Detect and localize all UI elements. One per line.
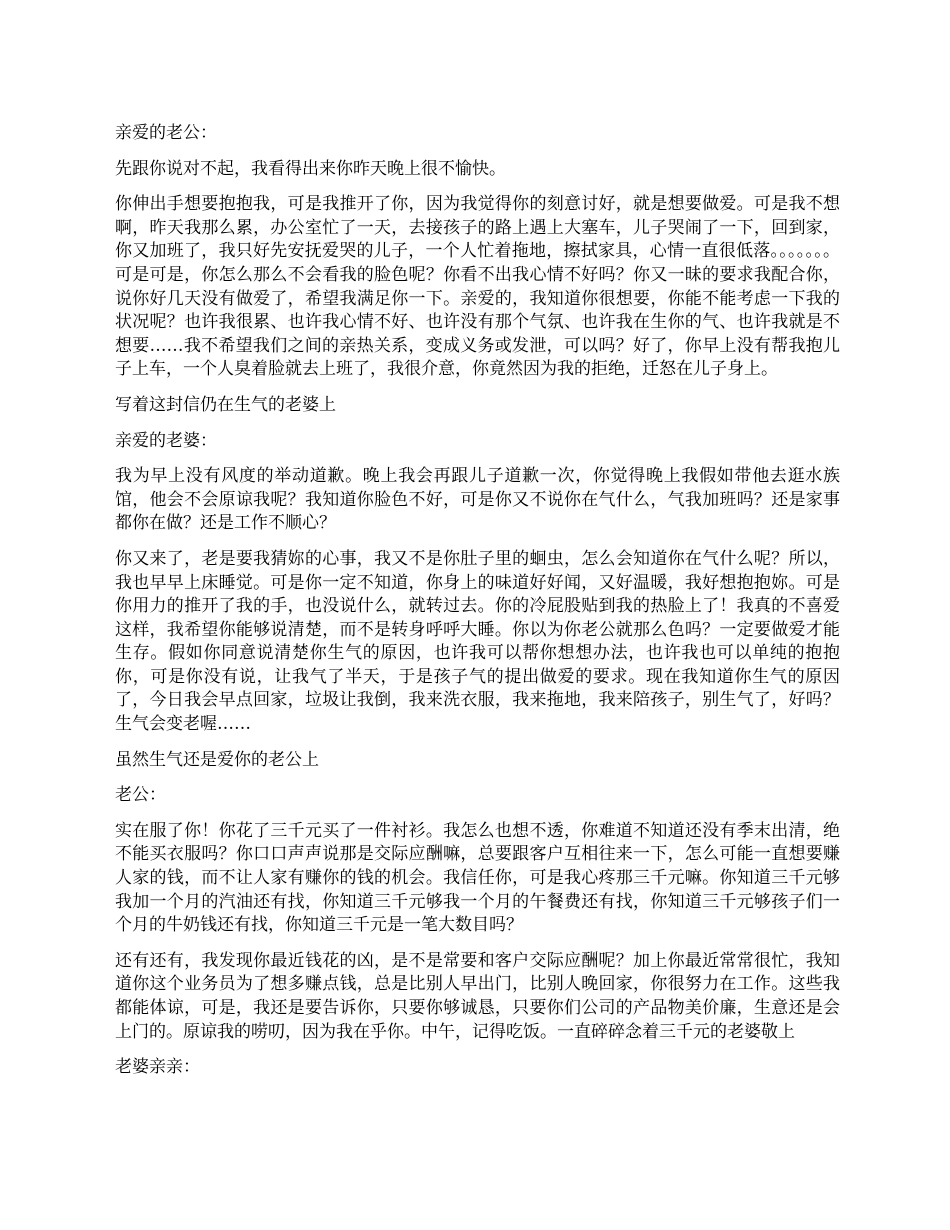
body-paragraph: 实在服了你！你花了三千元买了一件衬衫。我怎么也想不透，你难道不知道还没有季末出清，绝不能买衣服吗？你口口声声说那是交际应酬嘛，总要跟客户互相往来一下，怎么可能一直想要赚人家的钱，而不让人家有赚你的钱的机会。我信任你，可是我心疼那三千元嘛。你知道三千元够我加一个月的汽油还有找，你知道三千元够我一个月的午餐费还有找，你知道三千元够孩子们一个月的牛奶钱还有找，你知道三千元是一笔大数目吗？	[115, 820, 840, 936]
letter-document	[115, 122, 840, 1092]
apology-line: 先跟你说对不起，我看得出来你昨天晚上很不愉快。	[115, 158, 506, 179]
body-paragraph: 我为早上没有风度的举动道歉。晚上我会再跟儿子道歉一次，你觉得晚上我假如带他去逛水族馆，他会不会原谅我呢？我知道你脸色不好，可是你又不说你在气什么，气我加班吗？还是家事都你在做？还是工作不顺心？	[115, 466, 840, 534]
body-paragraph: 还有还有，我发现你最近钱花的凶，是不是常要和客户交际应酬呢？加上你最近常常很忙，我知道你这个业务员为了想多赚点钱，总是比别人早出门，比别人晚回家，你很努力在工作。这些我都能体谅，可是，我还是要告诉你，只要你够诚恳，只要你们公司的产品物美价廉，生意还是会上门的。原谅我的唠叨，因为我在乎你。中午，记得吃饭。一直碎碎念着三千元的老婆敬上	[115, 950, 840, 1042]
salutation-to-husband: 亲爱的老公：	[115, 123, 217, 143]
salutation-to-wife: 老婆亲亲：	[115, 1057, 200, 1078]
body-paragraph: 你又来了，老是要我猜妳的心事，我又不是你肚子里的蛔虫，怎么会知道你在气什么呢？所以，我也早早上床睡觉。可是你一定不知道，你身上的味道好好闻，又好温暖，我好想抱抱妳。可是你用力的推开了我的手，也没说什么，就转过去。你的冷屁股贴到我的热脸上了！我真的不喜爱这样，我希望你能够说清楚，而不是转身呼呼大睡。你以为你老公就那么色吗？一定要做爱才能生存。假如你同意说清楚你生气的原因，也许我可以帮你想想办法，也许我也可以单纯的抱抱你，可是你没有说，让我气了半天，于是孩子气的提出做爱的要求。现在我知道你生气的原因了，今日我会早点回家，垃圾让我倒，我来洗衣服，我来拖地，我来陪孩子，别生气了，好吗？生气会变老喔……	[115, 548, 840, 735]
salutation-to-wife: 亲爱的老婆：	[115, 430, 217, 451]
body-paragraph: 你伸出手想要抱抱我，可是我推开了你，因为我觉得你的刻意讨好，就是想要做爱。可是我不想啊，昨天我那么累，办公室忙了一天，去接孩子的路上遇上大塞车，儿子哭闹了一下，回到家，你又加班了，我只好先安抚爱哭的儿子，一个人忙着拖地，擦拭家具，心情一直很低落。。。。。。。可是可是，你怎么那么不会看我的脸色呢？你看不出我心情不好吗？你又一昧的要求我配合你，说你好几天没有做爱了，希望我满足你一下。亲爱的，我知道你很想要，你能不能考虑一下我的状况呢？也许我很累、也许我心情不好、也许没有那个气氛、也许我在生你的气、也许我就是不想要……我不希望我们之间的亲热关系，变成义务或发泄，可以吗？好了，你早上没有帮我抱儿子上车，一个人臭着脸就去上班了，我很介意，你竟然因为我的拒绝，迁怒在儿子身上。	[115, 194, 840, 380]
signature-line: 写着这封信仍在生气的老婆上	[115, 394, 336, 415]
signature-line: 虽然生气还是爱你的老公上	[115, 749, 319, 770]
salutation-to-husband: 老公：	[115, 785, 166, 806]
